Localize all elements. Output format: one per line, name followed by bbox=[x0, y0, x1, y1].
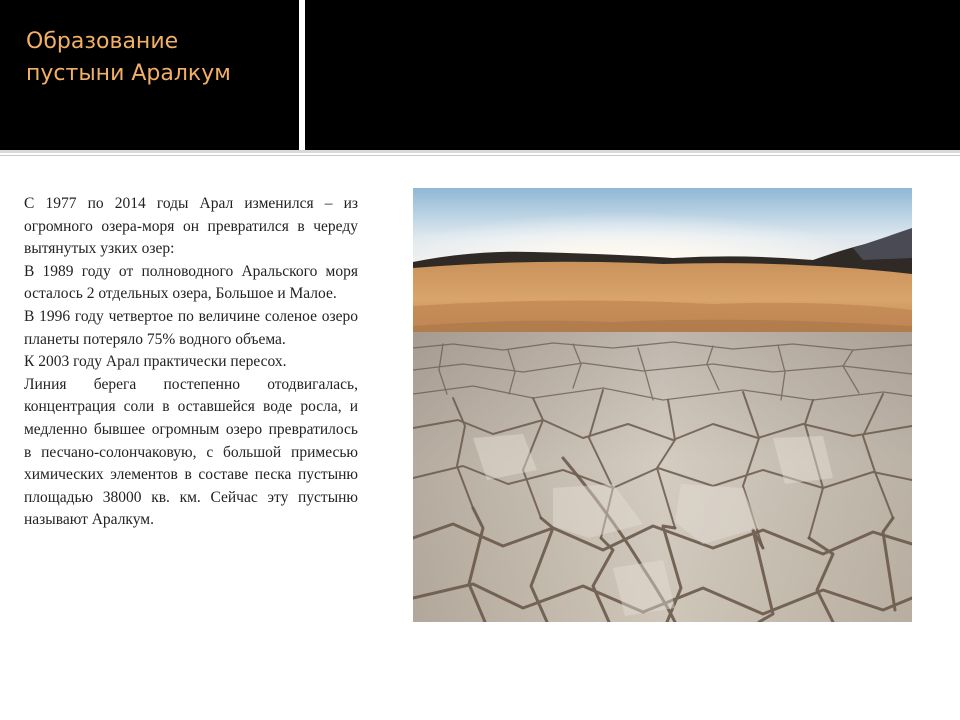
slide-title bbox=[26, 26, 231, 90]
paragraph-4: К 2003 году Арал практически пересох. bbox=[24, 353, 287, 371]
paragraph-2: В 1989 году от полноводного Аральского моря осталось 2 отдельных озера, Большое и Малое. bbox=[24, 262, 358, 303]
header-divider bbox=[0, 150, 960, 153]
paragraph-5: Линия берега постепенно отодвигалась, концентрация соли в оставшейся воде росла, и медленно бывшее огромным озеро превратилось в песчано-солончаковую, с большой примесью химических элементов в составе песка пустыню площадью 38000 кв. км. Сейчас эту пустыню называют Аралкум. bbox=[24, 375, 358, 529]
slide-body-text bbox=[24, 193, 358, 532]
slide-title-line-1: Образование bbox=[26, 29, 179, 54]
header-right-panel bbox=[305, 0, 960, 150]
cracked-desert-photo bbox=[413, 188, 912, 622]
slide-header bbox=[0, 0, 960, 150]
slide-title-line-2: пустыни Аралкум bbox=[26, 61, 231, 86]
paragraph-3: В 1996 году четвертое по величине соленое озеро планеты потеряло 75% водного объема. bbox=[24, 307, 358, 348]
header-divider-thin bbox=[0, 155, 960, 156]
header-left-panel bbox=[0, 0, 299, 150]
paragraph-1: С 1977 по 2014 годы Арал изменился – из огромного озера-моря он превратился в череду вытянутых узких озер: bbox=[24, 195, 358, 258]
